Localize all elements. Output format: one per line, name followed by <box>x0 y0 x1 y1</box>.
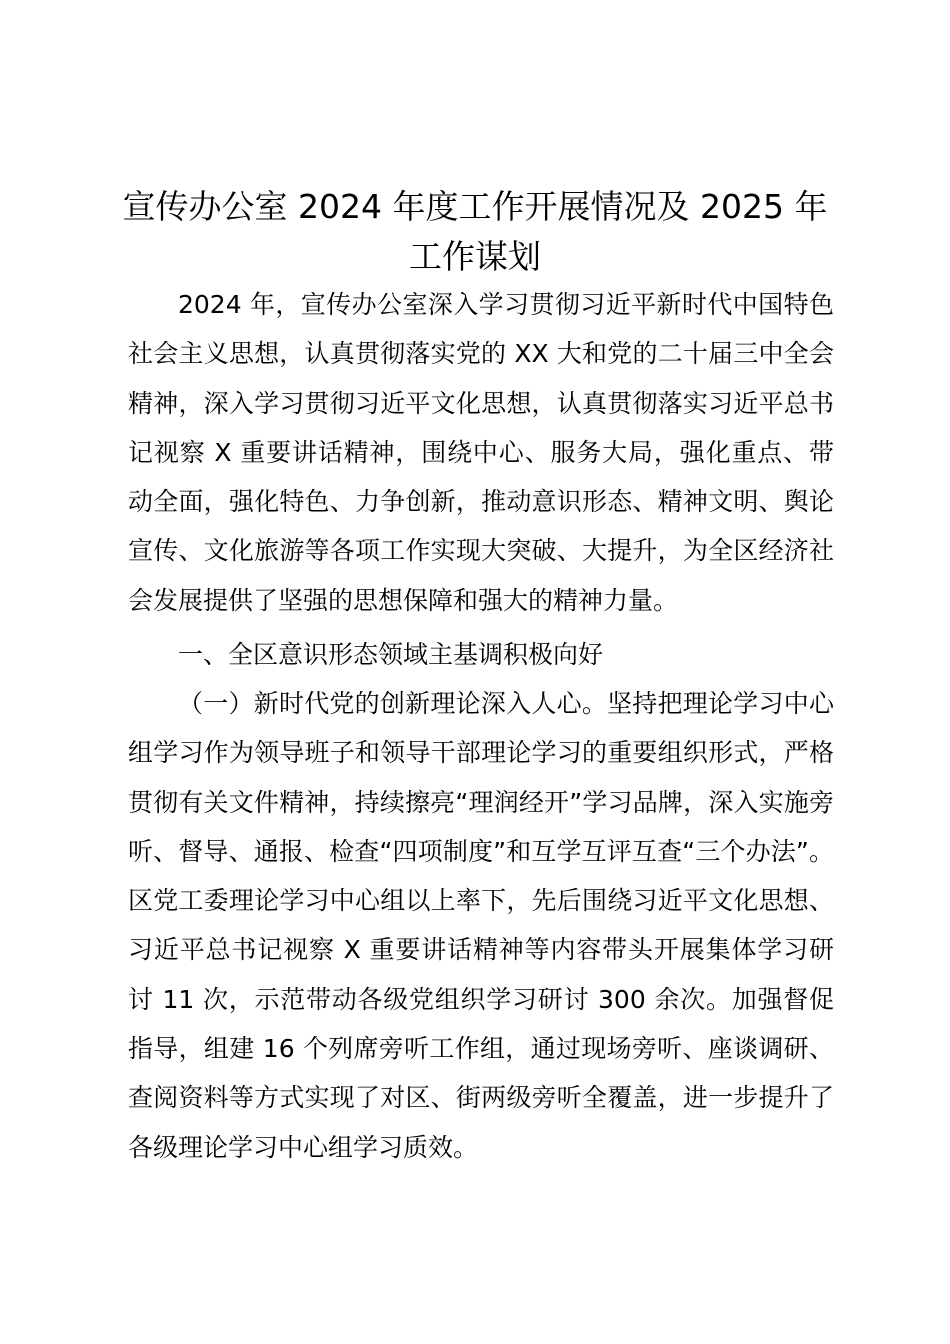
section-paragraph: （一）新时代党的创新理论深入人心。坚持把理论学习中心组学习作为领导班子和领导干部理论学习的重要组织形式，严格贯彻有关文件精神，持续擦亮“理润经开”学习品牌，深入实施旁听、督导、通报、检查“四项制度”和互学互评互查“三个办法”。区党工委理论学习中心组以上率下，先后围绕习近平文化思想、习近平总书记视察 X 重要讲话精神等内容带头开展集体学习研讨 11 次，示范带动各级党组织学习研讨 300 余次。加强督促指导，组建 16 个列席旁听工作组，通过现场旁听、座谈调研、查阅资料等方式实现了对区、街两级旁听全覆盖，进一步提升了各级理论学习中心组学习质效。 <box>128 689 834 1162</box>
document-title: 宣传办公室 2024 年度工作开展情况及 2025 年工作谋划 <box>122 187 828 276</box>
intro-paragraph: 2024 年，宣传办公室深入学习贯彻习近平新时代中国特色社会主义思想，认真贯彻落实党的 XX 大和党的二十届三中全会精神，深入学习贯彻习近平文化思想，认真贯彻落实习近平总书记视察 X 重要讲话精神，围绕中心、服务大局，强化重点、带动全面，强化特色、力争创新，推动意识形态、精神文明、舆论宣传、文化旅游等各项工作实现大突破、大提升，为全区经济社会发展提供了坚强的思想保障和强大的精神力量。 <box>128 290 834 615</box>
section-heading: 一、全区意识形态领域主基调积极向好 <box>178 640 604 669</box>
